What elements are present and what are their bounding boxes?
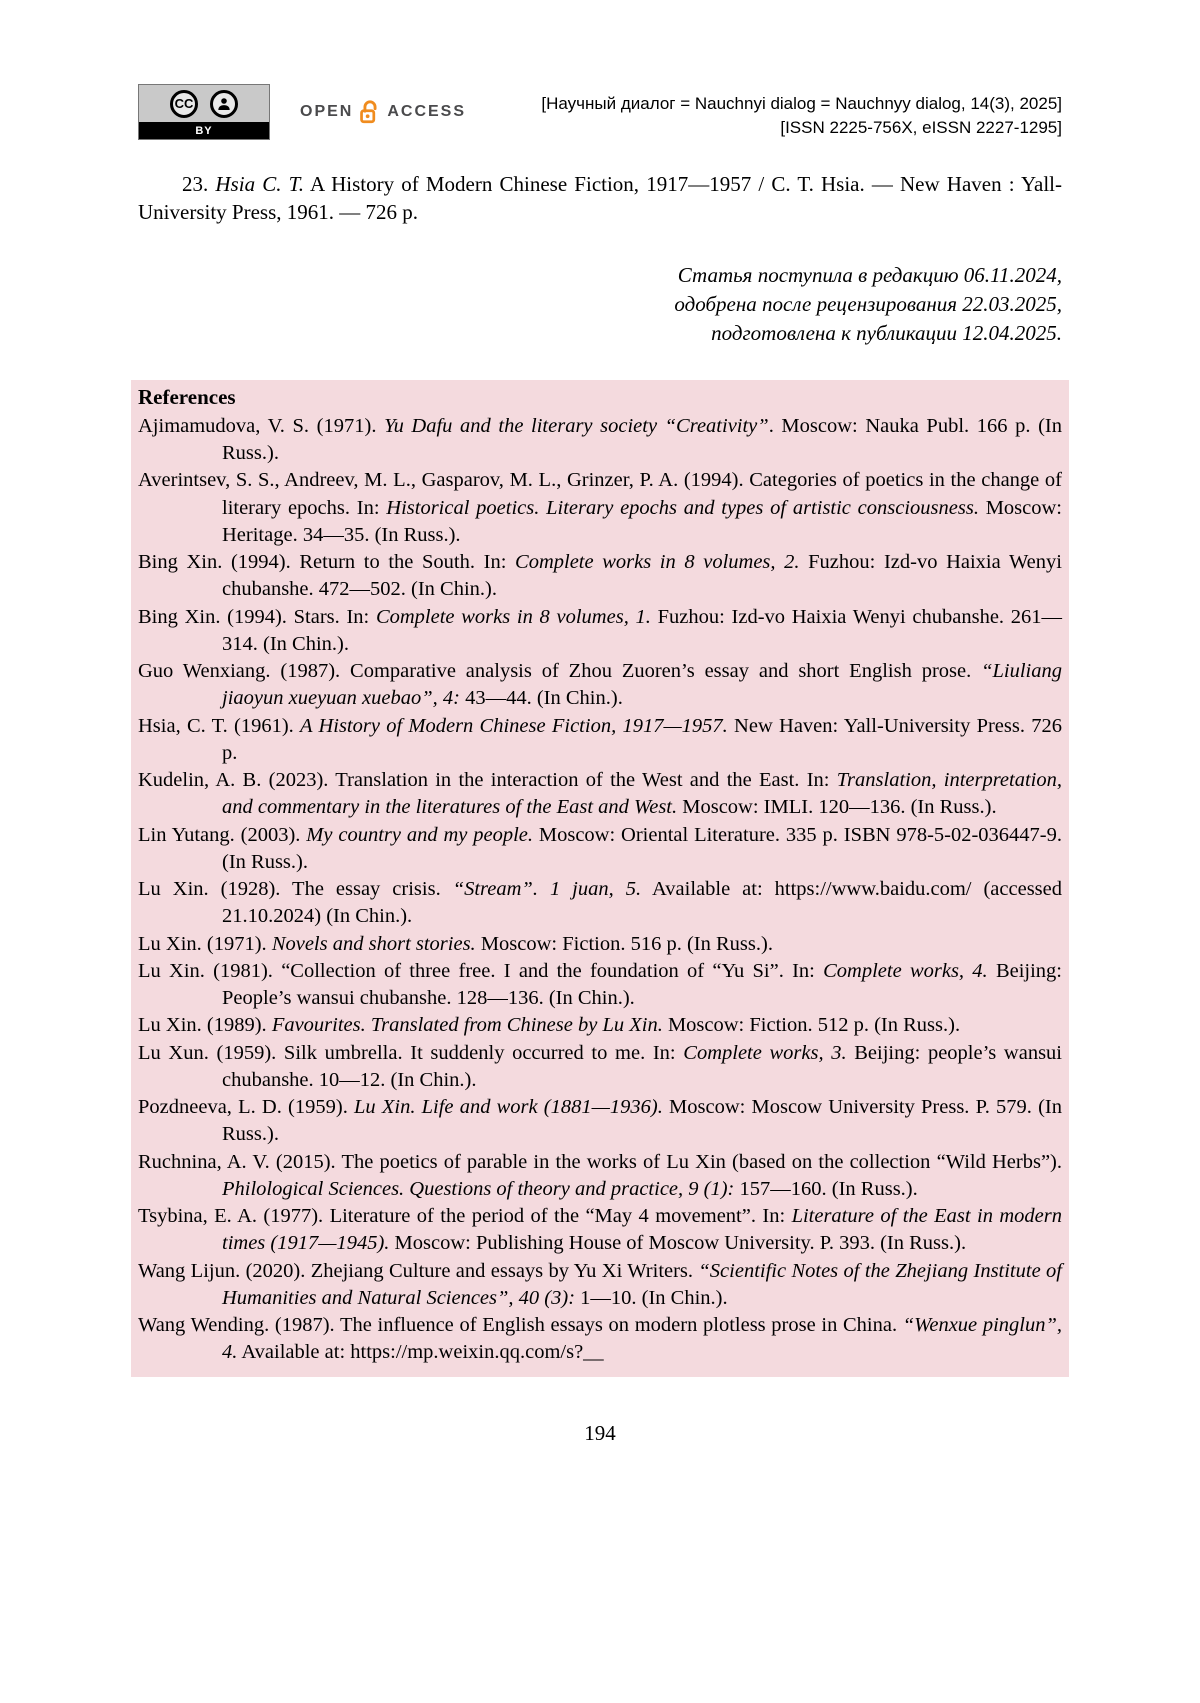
cc-by-label: BY (139, 122, 269, 139)
reference-title-segment: Historical poetics. Literary epochs and types of artistic consciousness. (386, 496, 979, 519)
reference-title-segment: Hsia C. T. (215, 172, 304, 196)
open-access-logo (300, 99, 466, 125)
reference-item (138, 658, 1062, 713)
submission-received-line: Статья поступила в редакцию 06.11.2024, (677, 262, 1062, 287)
text-segment: Moscow: IMLI. 120—136. (In Russ.). (677, 796, 997, 819)
reference-item (138, 767, 1062, 822)
text-segment: Lu Xin. (1989). (138, 1014, 272, 1037)
text-segment: Lin Yutang. (2003). (138, 823, 307, 846)
text-segment: Fuzhou: Izd-vo Haixia Wenyi chubanshe. 472—502. (In Chin.). (222, 551, 1062, 601)
bibliography-entry-23 (138, 170, 1062, 227)
reference-item (138, 1203, 1062, 1258)
reference-title-segment: Philological Sciences. Questions of theory and practice, 9 (1): (222, 1177, 735, 1200)
reference-title-segment: Complete works, 4. (823, 959, 988, 982)
reference-item (138, 958, 1062, 1013)
person-icon (210, 90, 238, 118)
text-segment: 157—160. (In Russ.). (734, 1177, 918, 1200)
text-segment: Lu Xin. (1981). “Collection of three free. I and the foundation of “Yu Si”. In: (138, 959, 824, 982)
text-segment: Bing Xin. (1994). Stars. In: (138, 605, 376, 628)
text-segment: Ajimamudova, V. S. (1971). (138, 414, 385, 437)
reference-item (138, 549, 1062, 604)
text-segment: Averintsev, S. S., Andreev, M. L., Gasparov, M. L., Grinzer, P. A. (1994). Categories of poetics in the change of literary epochs. In: (138, 469, 1062, 519)
text-segment: Lu Xin. (1971). (138, 932, 272, 955)
text-segment: Moscow: Oriental Literature. 335 p. ISBN 978-5-02-036447-9. (In Russ.). (222, 823, 1063, 873)
journal-title-line: [Научный диалог = Nauchnyi dialog = Nauchnyy dialog, 14(3), 2025] (541, 94, 1062, 113)
cc-icons (139, 85, 269, 122)
text-segment: Lu Xin. (1928). The essay crisis. (138, 878, 453, 901)
submission-dates (138, 261, 1062, 348)
reference-item (138, 822, 1062, 877)
text-segment: Bing Xin. (1994). Return to the South. In: (138, 551, 516, 574)
text-segment: Beijing: people’s wansui chubanshe. 10—12. (In Chin.). (222, 1041, 1062, 1091)
journal-issn-line: [ISSN 2225-756X, eISSN 2227-1295] (780, 117, 1062, 137)
text-segment: Beijing: People’s wansui chubanshe. 128—136. (In Chin.). (222, 959, 1062, 1010)
text-segment: Wang Lijun. (2020). Zhejiang Culture and essays by Yu Xi Writers. (138, 1259, 699, 1282)
cc-icon: CC (170, 90, 198, 118)
text-segment: Moscow: Fiction. 512 p. (In Russ.). (662, 1014, 961, 1037)
reference-item (138, 1094, 1062, 1149)
reference-item (138, 1312, 1062, 1367)
text-segment: 23. (182, 172, 216, 196)
reference-item (138, 413, 1062, 468)
reference-item (138, 1149, 1062, 1204)
open-access-open-label: OPEN (300, 103, 354, 120)
reference-title-segment: Lu Xin. Life and work (1881—1936). (354, 1096, 663, 1119)
text-segment: Moscow: Heritage. 34—35. (In Russ.). (222, 496, 1062, 546)
text-segment: New Haven: Yall-University Press. 726 p. (222, 714, 1062, 764)
text-segment: Guo Wenxiang. (1987). Comparative analysis of Zhou Zuoren’s essay and short English prose. (138, 660, 982, 683)
page-number: 194 (584, 1420, 616, 1445)
references-heading: References (138, 384, 236, 409)
text-segment: Wang Wending. (1987). The influence of English essays on modern plotless prose in China. (138, 1314, 903, 1337)
reference-title-segment: “Wenxue pinglun”, 4. (222, 1314, 1062, 1364)
reference-item (138, 713, 1062, 768)
text-segment: Pozdneeva, L. D. (1959). (138, 1096, 355, 1119)
journal-info (541, 84, 1062, 140)
reference-title-segment: “Liuliang jiaoyun xueyuan xuebao”, 4: (222, 660, 1062, 710)
reference-title-segment: My country and my people. (306, 823, 533, 846)
reference-item (138, 931, 1062, 958)
reference-title-segment: Favourites. Translated from Chinese by Lu Xin. (271, 1014, 663, 1037)
reference-title-segment: Translation, interpretation, and commentary in the literatures of the East and West. (222, 769, 1062, 819)
text-segment: Fuzhou: Izd-vo Haixia Wenyi chubanshe. 261—314. (In Chin.). (222, 605, 1063, 655)
reference-item (138, 604, 1062, 659)
text-segment: Moscow: Fiction. 516 p. (In Russ.). (475, 932, 773, 955)
reference-title-segment: Complete works in 8 volumes, 2. (515, 551, 800, 574)
reference-title-segment: Literature of the East in modern times (1917—1945). (222, 1205, 1062, 1255)
text-segment: Moscow: Publishing House of Moscow University. P. 393. (In Russ.). (389, 1232, 967, 1255)
open-access-access-label: ACCESS (387, 103, 467, 120)
reference-item (138, 467, 1062, 549)
text-segment: A History of Modern Chinese Fiction, 1917—1957 / C. T. Hsia. — New Haven : Yall-University Press, 1961. — 726 p. (138, 172, 1062, 225)
reference-title-segment: Complete works in 8 volumes, 1. (375, 605, 651, 628)
text-segment: Available at: https://www.baidu.com/ (accessed 21.10.2024) (In Chin.). (222, 878, 1062, 928)
reference-item (138, 1012, 1062, 1039)
text-segment: Moscow: Moscow University Press. P. 579. (In Russ.). (222, 1096, 1062, 1146)
text-segment: . Moscow: Nauka Publ. 166 p. (In Russ.). (222, 414, 1062, 465)
reference-title-segment: Complete works, 3. (683, 1041, 847, 1064)
text-segment: Tsybina, E. A. (1977). Literature of the period of the “May 4 movement”. In: (138, 1205, 792, 1228)
text-segment: 1—10. (In Chin.). (575, 1286, 728, 1309)
text-segment: 43—44. (In Chin.). (459, 687, 623, 710)
reference-item (138, 1040, 1062, 1095)
references-section (131, 380, 1069, 1377)
cc-by-badge (138, 84, 270, 140)
text-segment: Available at: https://mp.weixin.qq.com/s?__ (237, 1341, 604, 1364)
text-segment: Hsia, C. T. (1961). (138, 714, 301, 737)
reference-title-segment: A History of Modern Chinese Fiction, 1917—1957. (300, 714, 728, 737)
reference-item (138, 876, 1062, 931)
open-lock-icon (359, 99, 381, 125)
reference-title-segment: Yu Dafu and the literary society “Creativity” (384, 414, 769, 437)
reference-title-segment: “Stream”. 1 juan, 5. (452, 878, 642, 901)
reference-item (138, 1258, 1062, 1313)
reference-title-segment: “Scientific Notes of the Zhejiang Institute of Humanities and Natural Sciences”, 40 (3): (222, 1259, 1062, 1309)
submission-approved-line: одобрена после рецензирования 22.03.2025, (674, 291, 1062, 316)
submission-prepared-line: подготовлена к публикации 12.04.2025. (711, 320, 1062, 345)
text-segment: Kudelin, A. B. (2023). Translation in the interaction of the West and the East. In: (138, 769, 837, 792)
license-logos (138, 84, 466, 140)
page-header (138, 84, 1062, 140)
references-list (138, 413, 1062, 1367)
text-segment: Ruchnina, A. V. (2015). The poetics of parable in the works of Lu Xin (based on the collection “Wild Herbs”). (138, 1150, 1062, 1173)
reference-title-segment: Novels and short stories. (271, 932, 476, 955)
text-segment: Lu Xun. (1959). Silk umbrella. It suddenly occurred to me. In: (138, 1041, 684, 1064)
